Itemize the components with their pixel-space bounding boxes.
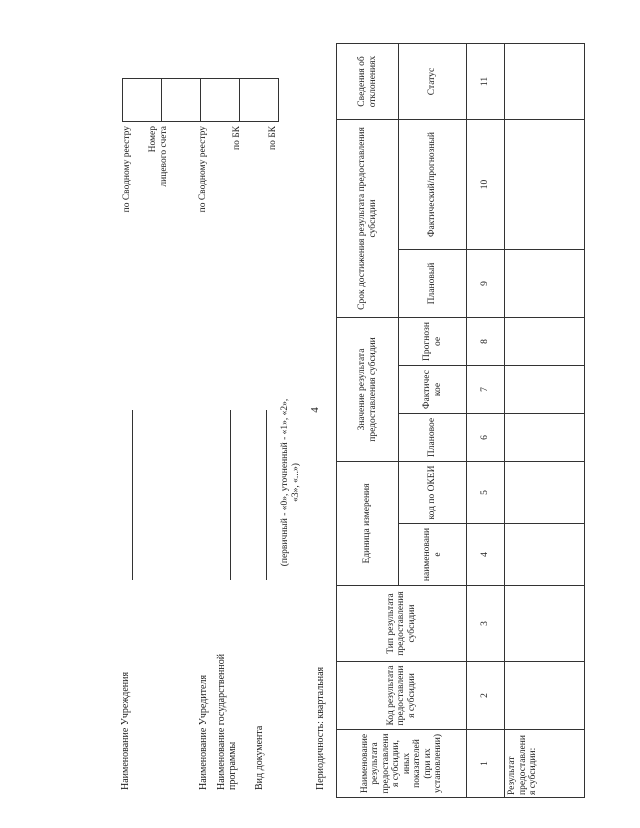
result-cell[interactable] xyxy=(505,318,585,366)
result-cell[interactable] xyxy=(505,120,585,250)
result-cell[interactable] xyxy=(505,250,585,318)
header-unit-name: наименование xyxy=(399,524,467,586)
col-number: 8 xyxy=(467,318,505,366)
registry-1-label: по Сводному реестру xyxy=(122,126,132,213)
col-number: 1 xyxy=(467,730,505,798)
col-number: 10 xyxy=(467,120,505,250)
header-deadline-fact: Фактический/прогнозный xyxy=(399,120,467,250)
header-value-forecast: Прогнозное xyxy=(399,318,467,366)
header-deviation: Сведения об отклонениях xyxy=(337,44,399,120)
result-row-label: Результат предоставления субсидии: xyxy=(505,730,585,798)
registry-1-code-cell[interactable] xyxy=(123,79,162,122)
bk-2-label: по БК xyxy=(268,126,278,151)
col-number: 7 xyxy=(467,366,505,414)
col-number: 9 xyxy=(467,250,505,318)
result-cell[interactable] xyxy=(505,524,585,586)
header-value-plan: Плановое xyxy=(399,414,467,462)
institution-underline xyxy=(132,410,133,580)
col-number: 2 xyxy=(467,662,505,730)
result-cell[interactable] xyxy=(505,366,585,414)
bk-1-label: по БК xyxy=(232,126,242,151)
page-number: 4 xyxy=(308,407,321,413)
rotated-form xyxy=(80,40,600,800)
header-unit-okei: код по ОКЕИ xyxy=(399,462,467,524)
account-code-cell[interactable] xyxy=(162,79,201,122)
account-label: Номер лицевого счета xyxy=(148,126,169,187)
founder-label: Наименование Учредителя xyxy=(198,674,209,790)
result-cell[interactable] xyxy=(505,462,585,524)
header-name: Наименование результата предоставления субсидии, иных показателей (при их установлении) xyxy=(337,730,467,798)
col-number: 6 xyxy=(467,414,505,462)
periodicity-label: Периодичность: квартальная xyxy=(315,666,326,790)
doc-type-label: Вид документа xyxy=(254,725,265,790)
registry-2-code-cell[interactable] xyxy=(201,79,240,122)
program-underline xyxy=(230,410,231,580)
program-label: Наименование государственной программы xyxy=(216,653,238,790)
result-cell[interactable] xyxy=(505,662,585,730)
doc-type-underline xyxy=(266,410,267,580)
result-cell[interactable] xyxy=(505,44,585,120)
col-number: 3 xyxy=(467,586,505,662)
header-deadline-plan: Плановый xyxy=(399,250,467,318)
col-number: 4 xyxy=(467,524,505,586)
institution-label: Наименование Учреждения xyxy=(120,671,131,790)
header-value-fact: Фактическое xyxy=(399,366,467,414)
bk-1-code-cell[interactable] xyxy=(240,79,279,122)
result-cell[interactable] xyxy=(505,586,585,662)
registry-2-label: по Сводному реестру xyxy=(198,126,208,213)
col-number: 11 xyxy=(467,44,505,120)
result-cell[interactable] xyxy=(505,414,585,462)
header-deadline: Срок достижения результата предоставления субсидии xyxy=(337,120,399,318)
code-boxes xyxy=(122,78,279,122)
header-code: Код результата предоставления субсидии xyxy=(337,662,467,730)
header-status: Статус xyxy=(399,44,467,120)
doc-type-hint: (первичный - «0», уточненный - «1», «2», «3», «...») xyxy=(280,398,301,567)
results-table xyxy=(336,43,585,798)
header-unit: Единица измерения xyxy=(337,462,399,586)
header-type: Тип результата предоставления субсидии xyxy=(337,586,467,662)
col-number: 5 xyxy=(467,462,505,524)
header-value: Значение результата предоставления субсидии xyxy=(337,318,399,462)
